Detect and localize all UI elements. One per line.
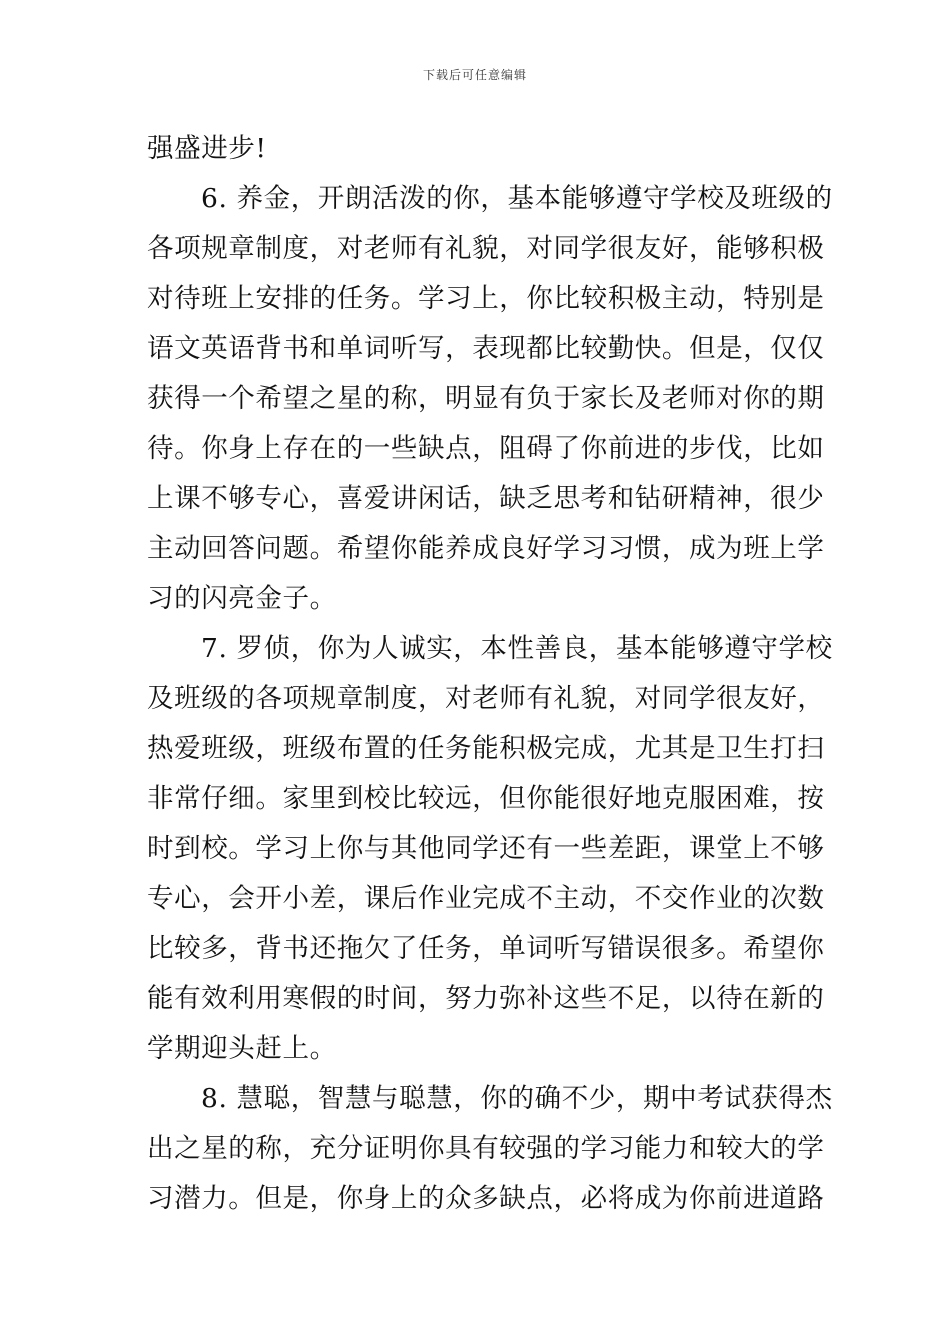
text-line: 语文英语背书和单词听写，表现都比较勤快。但是，仅仅 bbox=[147, 333, 825, 364]
text-line: 非常仔细。家里到校比较远，但你能很好地克服困难，按 bbox=[147, 783, 825, 814]
text-line: 待。你身上存在的一些缺点，阻碍了你前进的步伐，比如 bbox=[147, 433, 825, 464]
page-header: 下载后可任意编辑 bbox=[422, 68, 527, 82]
text-line: 各项规章制度，对老师有礼貌，对同学很友好，能够积极 bbox=[147, 233, 825, 264]
text-line: 比较多，背书还拖欠了任务，单词听写错误很多。希望你 bbox=[147, 933, 825, 964]
text-line: 获得一个希望之星的称，明显有负于家长及老师对你的期 bbox=[147, 383, 825, 414]
text-line: 能有效利用寒假的时间，努力弥补这些不足，以待在新的 bbox=[147, 983, 825, 1014]
text-line: 习潜力。但是，你身上的众多缺点，必将成为你前进道路 bbox=[147, 1183, 825, 1214]
text-line: 上课不够专心，喜爱讲闲话，缺乏思考和钻研精神，很少 bbox=[147, 483, 825, 514]
text-line: 习的闪亮金子。 bbox=[147, 583, 337, 614]
paragraph-8-start: 8. 慧聪，智慧与聪慧，你的确不少，期中考试获得杰 bbox=[201, 1083, 833, 1114]
paragraph-7-start: 7. 罗侦，你为人诚实，本性善良，基本能够遵守学校 bbox=[201, 633, 833, 664]
paragraph-6-start: 6. 养金，开朗活泼的你，基本能够遵守学校及班级的 bbox=[201, 183, 833, 214]
text-line: 及班级的各项规章制度，对老师有礼貌，对同学很友好， bbox=[147, 683, 825, 714]
text-line: 时到校。学习上你与其他同学还有一些差距，课堂上不够 bbox=[147, 833, 825, 864]
text-line: 主动回答问题。希望你能养成良好学习习惯，成为班上学 bbox=[147, 533, 825, 564]
text-line: 专心，会开小差，课后作业完成不主动，不交作业的次数 bbox=[147, 883, 825, 914]
text-line: 对待班上安排的任务。学习上，你比较积极主动，特别是 bbox=[147, 283, 825, 314]
text-line: 出之星的称，充分证明你具有较强的学习能力和较大的学 bbox=[147, 1133, 825, 1164]
text-line: 热爱班级，班级布置的任务能积极完成，尤其是卫生打扫 bbox=[147, 733, 825, 764]
document-body bbox=[147, 127, 833, 1227]
text-line: 强盛进步! bbox=[147, 133, 267, 164]
text-line: 学期迎头赶上。 bbox=[147, 1033, 337, 1064]
